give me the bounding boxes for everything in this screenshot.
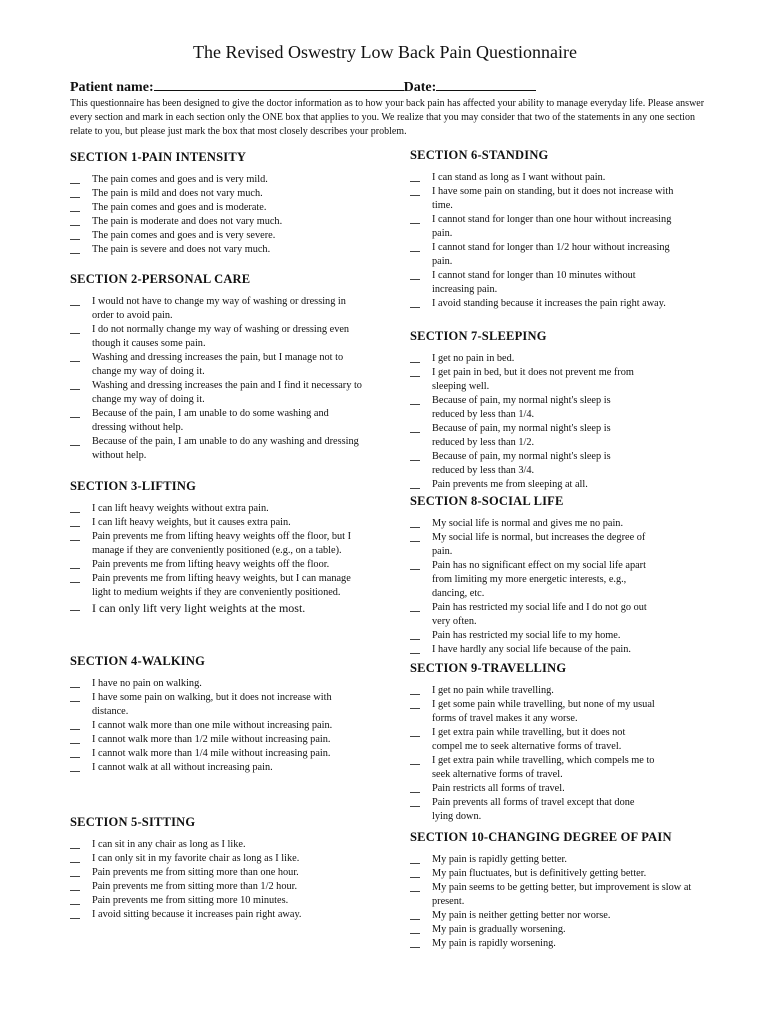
option-text: Because of the pain, I am unable to do some washing and dressing without help. xyxy=(92,408,329,433)
option-item xyxy=(410,517,660,531)
patient-date-line: Patient name: Date: xyxy=(70,78,536,96)
checkbox[interactable] xyxy=(410,730,420,737)
checkbox[interactable] xyxy=(70,191,80,198)
option-item xyxy=(410,213,680,241)
option-text: Because of pain, my normal night's sleep is reduced by less than 1/4. xyxy=(432,395,611,420)
option-item xyxy=(410,394,640,422)
option-item xyxy=(70,229,370,243)
instructions: This questionnaire has been designed to give the doctor information as to how your back pain has affected your ability to manage everyday life. Please answer every section and mark in each section only the ONE box that applies to you. We realize that you may consider that two of the statements in any one section relate to you, but please just mark the box that most closely describes your problem. xyxy=(70,98,705,137)
option-item xyxy=(410,881,710,909)
option-text: Pain restricts all forms of travel. xyxy=(432,783,565,794)
checkbox[interactable] xyxy=(410,927,420,934)
checkbox[interactable] xyxy=(70,898,80,905)
option-list xyxy=(70,838,310,922)
checkbox[interactable] xyxy=(410,800,420,807)
checkbox[interactable] xyxy=(70,177,80,184)
checkbox[interactable] xyxy=(410,702,420,709)
checkbox[interactable] xyxy=(70,765,80,772)
option-item xyxy=(410,185,680,213)
option-item xyxy=(410,559,660,601)
section-heading: SECTION 1-PAIN INTENSITY xyxy=(70,150,247,164)
option-text: I can lift heavy weights, but it causes extra pain. xyxy=(92,517,291,528)
option-item xyxy=(70,516,360,530)
option-item xyxy=(70,691,360,719)
section-6 xyxy=(410,148,680,311)
option-list xyxy=(410,853,710,951)
option-text: I cannot walk at all without increasing pain. xyxy=(92,762,273,773)
checkbox[interactable] xyxy=(410,175,420,182)
option-text: I do not normally change my way of washing or dressing even though it causes some pain. xyxy=(92,324,350,349)
option-text: I cannot walk more than 1/2 mile without increasing pain. xyxy=(92,734,331,745)
option-item xyxy=(410,698,655,726)
option-text: Pain prevents me from sitting more than 1/2 hour. xyxy=(92,881,298,892)
checkbox[interactable] xyxy=(70,842,80,849)
section-heading: SECTION 6-STANDING xyxy=(410,148,549,162)
option-text: I can stand as long as I want without pain. xyxy=(432,172,606,183)
checkbox[interactable] xyxy=(410,245,420,252)
option-item xyxy=(410,726,655,754)
option-text: Because of the pain, I am unable to do any washing and dressing without help. xyxy=(92,436,359,461)
checkbox[interactable] xyxy=(410,273,420,280)
option-item xyxy=(410,366,640,394)
option-item xyxy=(70,379,362,407)
option-text: My pain fluctuates, but is definitively getting better. xyxy=(432,868,647,879)
option-text: The pain is severe and does not vary much. xyxy=(92,244,271,255)
option-item xyxy=(410,684,655,698)
option-text: Pain prevents all forms of travel except that done lying down. xyxy=(432,797,635,822)
option-text: Because of pain, my normal night's sleep is reduced by less than 1/2. xyxy=(432,423,611,448)
option-item xyxy=(410,450,640,478)
option-item xyxy=(70,733,360,747)
option-item xyxy=(70,187,370,201)
option-text: The pain is moderate and does not vary much. xyxy=(92,216,283,227)
option-text: I have some pain on walking, but it does not increase with distance. xyxy=(92,692,332,717)
option-item xyxy=(70,295,362,323)
section-heading: SECTION 8-SOCIAL LIFE xyxy=(410,494,564,508)
option-item xyxy=(70,908,310,922)
option-text: I have hardly any social life because of the pain. xyxy=(432,644,631,655)
checkbox[interactable] xyxy=(410,913,420,920)
option-list xyxy=(70,677,360,775)
checkbox[interactable] xyxy=(410,871,420,878)
checkbox[interactable] xyxy=(70,233,80,240)
checkbox[interactable] xyxy=(70,576,80,583)
section-8 xyxy=(410,494,660,657)
option-text: I cannot stand for longer than 1/2 hour without increasing pain. xyxy=(432,242,670,267)
option-item xyxy=(410,478,640,492)
option-item xyxy=(410,643,660,657)
option-text: Pain has no significant effect on my social life apart from limiting my more energetic interests, e.g., dancing, etc. xyxy=(432,560,646,599)
option-text: Pain prevents me from sitting more than one hour. xyxy=(92,867,299,878)
option-text: Washing and dressing increases the pain and I find it necessary to change my way of doing it. xyxy=(92,380,362,405)
option-item xyxy=(70,435,362,463)
option-item xyxy=(70,173,370,187)
option-list xyxy=(70,502,360,616)
option-item xyxy=(70,838,310,852)
option-text: My pain is neither getting better nor worse. xyxy=(432,910,611,921)
option-text: My pain is rapidly getting better. xyxy=(432,854,567,865)
checkbox[interactable] xyxy=(410,647,420,654)
option-text: I get some pain while travelling, but none of my usual forms of travel makes it any worse. xyxy=(432,699,655,724)
option-item xyxy=(410,601,660,629)
checkbox[interactable] xyxy=(410,454,420,461)
checkbox[interactable] xyxy=(70,520,80,527)
checkbox[interactable] xyxy=(70,383,80,390)
checkbox[interactable] xyxy=(70,205,80,212)
checkbox[interactable] xyxy=(70,751,80,758)
patient-name-label: Patient name xyxy=(70,80,149,95)
date-field[interactable] xyxy=(436,78,536,91)
checkbox[interactable] xyxy=(70,681,80,688)
checkbox[interactable] xyxy=(70,884,80,891)
section-heading: SECTION 5-SITTING xyxy=(70,815,196,829)
option-text: I get extra pain while travelling, which compels me to seek alternative forms of travel. xyxy=(432,755,655,780)
checkbox[interactable] xyxy=(70,439,80,446)
option-list xyxy=(410,517,660,657)
option-item xyxy=(70,351,362,379)
option-text: I can lift heavy weights without extra pain. xyxy=(92,503,269,514)
checkbox[interactable] xyxy=(410,857,420,864)
checkbox[interactable] xyxy=(70,604,80,611)
option-text: The pain comes and goes and is very mild. xyxy=(92,174,268,185)
option-text: Pain prevents me from lifting heavy weights, but I can manage light to medium weights if they are conveniently positioned. xyxy=(92,573,351,598)
checkbox[interactable] xyxy=(70,562,80,569)
option-item xyxy=(70,323,362,351)
option-text: I cannot walk more than one mile without increasing pain. xyxy=(92,720,333,731)
option-item xyxy=(70,243,370,257)
checkbox[interactable] xyxy=(70,506,80,513)
option-text: Pain prevents me from sitting more 10 minutes. xyxy=(92,895,289,906)
option-item xyxy=(70,572,360,600)
option-item xyxy=(410,937,710,951)
option-text: Pain prevents me from lifting heavy weights off the floor, but I manage if they are conveniently positioned (e.g., on a table). xyxy=(92,531,352,556)
option-item xyxy=(70,880,310,894)
checkbox[interactable] xyxy=(410,633,420,640)
checkbox[interactable] xyxy=(410,563,420,570)
option-text: My pain is rapidly worsening. xyxy=(432,938,556,949)
option-item xyxy=(410,754,655,782)
patient-name-field[interactable] xyxy=(154,78,404,91)
option-text: I can only lift very light weights at the most. xyxy=(92,601,306,615)
section-4 xyxy=(70,654,360,775)
option-text: I get pain in bed, but it does not prevent me from sleeping well. xyxy=(432,367,634,392)
checkbox[interactable] xyxy=(70,737,80,744)
option-item xyxy=(70,600,360,616)
checkbox[interactable] xyxy=(70,219,80,226)
checkbox[interactable] xyxy=(410,398,420,405)
option-text: Because of pain, my normal night's sleep is reduced by less than 3/4. xyxy=(432,451,611,476)
option-text: I can only sit in my favorite chair as long as I like. xyxy=(92,853,300,864)
option-item xyxy=(70,530,360,558)
option-item xyxy=(410,297,680,311)
checkbox[interactable] xyxy=(410,426,420,433)
option-item xyxy=(410,782,655,796)
section-1 xyxy=(70,150,370,257)
section-heading: SECTION 3-LIFTING xyxy=(70,479,196,493)
section-heading: SECTION 4-WALKING xyxy=(70,654,206,668)
option-item xyxy=(410,853,710,867)
section-9 xyxy=(410,661,655,824)
option-item xyxy=(410,269,680,297)
option-text: I cannot stand for longer than one hour without increasing pain. xyxy=(432,214,672,239)
option-list xyxy=(70,173,370,257)
option-text: My pain is gradually worsening. xyxy=(432,924,566,935)
option-text: I can sit in any chair as long as I like. xyxy=(92,839,246,850)
section-10 xyxy=(410,830,710,951)
section-heading: SECTION 10-CHANGING DEGREE OF PAIN xyxy=(410,830,672,844)
checkbox[interactable] xyxy=(70,912,80,919)
option-item xyxy=(70,407,362,435)
option-item xyxy=(410,531,660,559)
option-item xyxy=(410,923,710,937)
checkbox[interactable] xyxy=(70,299,80,306)
option-text: I get no pain while travelling. xyxy=(432,685,554,696)
option-item xyxy=(410,352,640,366)
option-item xyxy=(410,241,680,269)
option-item xyxy=(70,852,310,866)
option-item xyxy=(410,171,680,185)
checkbox[interactable] xyxy=(410,482,420,489)
option-item xyxy=(410,909,710,923)
section-3 xyxy=(70,479,360,616)
option-item xyxy=(70,677,360,691)
checkbox[interactable] xyxy=(70,247,80,254)
option-item xyxy=(70,502,360,516)
option-text: Pain has restricted my social life to my home. xyxy=(432,630,621,641)
section-7 xyxy=(410,329,640,492)
section-heading: SECTION 9-TRAVELLING xyxy=(410,661,567,675)
option-item xyxy=(410,629,660,643)
checkbox[interactable] xyxy=(410,758,420,765)
option-item xyxy=(410,796,655,824)
checkbox[interactable] xyxy=(410,301,420,308)
option-text: The pain is mild and does not vary much. xyxy=(92,188,263,199)
option-item xyxy=(70,866,310,880)
option-text: The pain comes and goes and is very severe. xyxy=(92,230,276,241)
checkbox[interactable] xyxy=(410,605,420,612)
checkbox[interactable] xyxy=(410,786,420,793)
option-text: My pain seems to be getting better, but improvement is slow at present. xyxy=(432,882,692,907)
checkbox[interactable] xyxy=(410,217,420,224)
option-list xyxy=(70,295,362,463)
checkbox[interactable] xyxy=(410,688,420,695)
checkbox[interactable] xyxy=(70,856,80,863)
option-text: I cannot stand for longer than 10 minutes without increasing pain. xyxy=(432,270,636,295)
option-text: The pain comes and goes and is moderate. xyxy=(92,202,267,213)
option-text: Washing and dressing increases the pain, but I manage not to change my way of doing it. xyxy=(92,352,344,377)
section-5 xyxy=(70,815,310,922)
section-heading: SECTION 7-SLEEPING xyxy=(410,329,547,343)
option-list xyxy=(410,171,680,311)
checkbox[interactable] xyxy=(70,870,80,877)
option-item xyxy=(70,558,360,572)
checkbox[interactable] xyxy=(410,189,420,196)
checkbox[interactable] xyxy=(70,695,80,702)
checkbox[interactable] xyxy=(410,885,420,892)
option-item xyxy=(410,867,710,881)
option-list xyxy=(410,684,655,824)
option-text: I would not have to change my way of washing or dressing in order to avoid pain. xyxy=(92,296,346,321)
checkbox[interactable] xyxy=(70,355,80,362)
checkbox[interactable] xyxy=(410,941,420,948)
checkbox[interactable] xyxy=(410,370,420,377)
option-text: I avoid sitting because it increases pain right away. xyxy=(92,909,302,920)
option-text: I have no pain on walking. xyxy=(92,678,202,689)
option-item xyxy=(70,201,370,215)
option-text: I get no pain in bed. xyxy=(432,353,515,364)
checkbox[interactable] xyxy=(70,327,80,334)
option-text: My social life is normal and gives me no pain. xyxy=(432,518,624,529)
option-text: I avoid standing because it increases the pain right away. xyxy=(432,298,666,309)
checkbox[interactable] xyxy=(70,534,80,541)
checkbox[interactable] xyxy=(410,521,420,528)
option-text: My social life is normal, but increases the degree of pain. xyxy=(432,532,646,557)
option-item xyxy=(410,422,640,450)
checkbox[interactable] xyxy=(70,411,80,418)
option-text: I cannot walk more than 1/4 mile without increasing pain. xyxy=(92,748,331,759)
section-heading: SECTION 2-PERSONAL CARE xyxy=(70,272,251,286)
checkbox[interactable] xyxy=(70,723,80,730)
date-label: Date xyxy=(403,80,432,95)
option-text: Pain has restricted my social life and I do not go out very often. xyxy=(432,602,647,627)
option-text: I have some pain on standing, but it does not increase with time. xyxy=(432,186,674,211)
option-item xyxy=(70,747,360,761)
option-text: I get extra pain while travelling, but it does not compel me to seek alternative forms of travel. xyxy=(432,727,626,752)
checkbox[interactable] xyxy=(410,356,420,363)
section-2 xyxy=(70,272,362,463)
page-title: The Revised Oswestry Low Back Pain Questionnaire xyxy=(193,42,577,62)
option-text: Pain prevents me from lifting heavy weights off the floor. xyxy=(92,559,330,570)
option-item xyxy=(70,761,360,775)
checkbox[interactable] xyxy=(410,535,420,542)
option-item xyxy=(70,215,370,229)
option-item xyxy=(70,719,360,733)
option-item xyxy=(70,894,310,908)
option-text: Pain prevents me from sleeping at all. xyxy=(432,479,588,490)
option-list xyxy=(410,352,640,492)
